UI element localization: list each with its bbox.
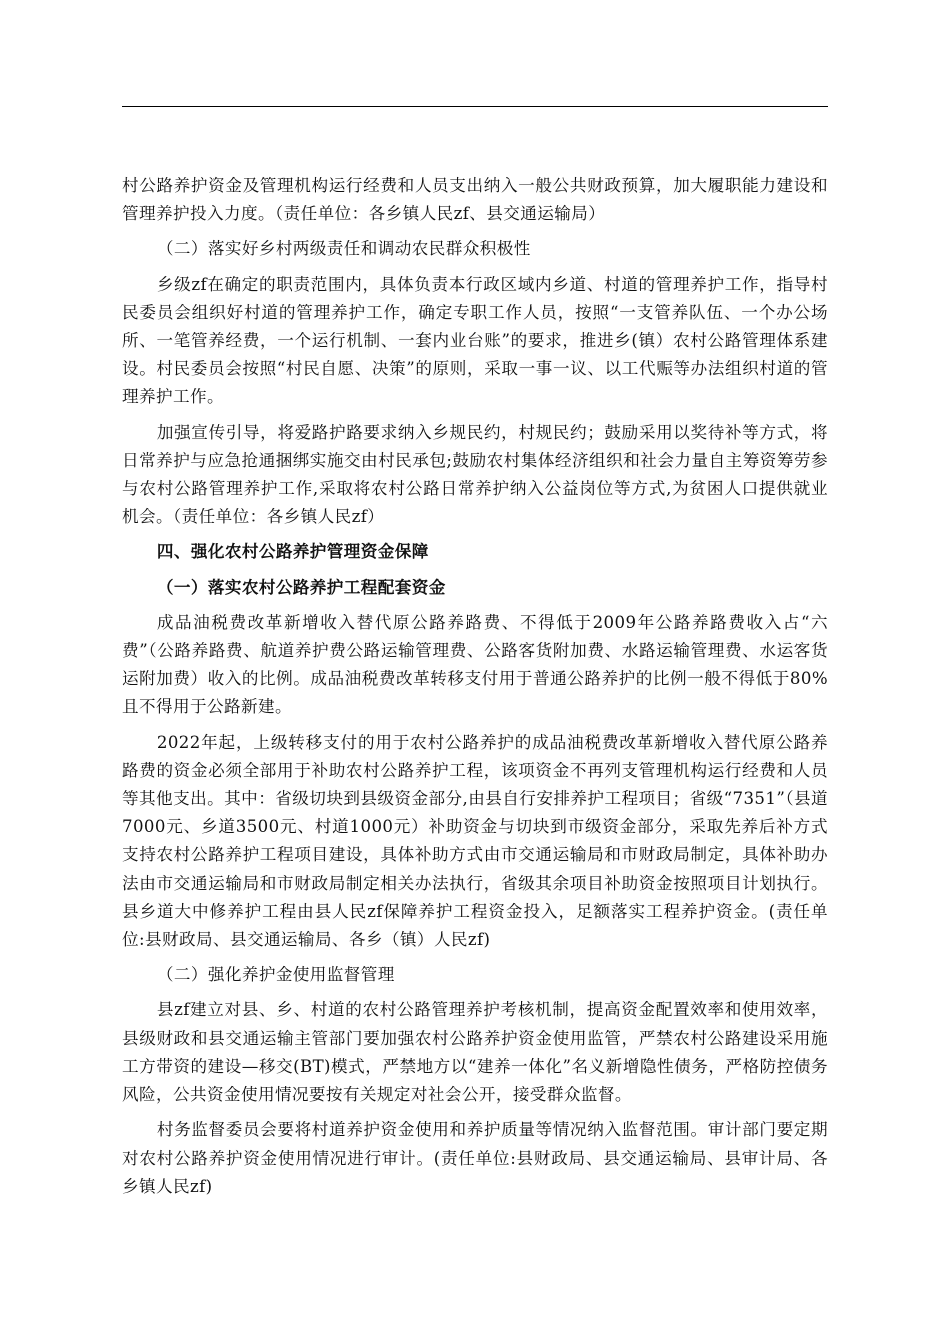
paragraph-continuation: 村公路养护资金及管理机构运行经费和人员支出纳入一般公共财政预算，加大履职能力建设和管理养护投入力度。（责任单位：各乡镇人民zf、县交通运输局） bbox=[122, 176, 828, 224]
paragraph-publicity: 加强宣传引导，将爱路护路要求纳入乡规民约，村规民约；鼓励采用以奖待补等方式，将日常养护与应急抢通捆绑实施交由村民承包;鼓励农村集体经济组织和社会力量自主筹资筹劳参与农村公路管理养护工作,采取将农村公路日常养护纳入公益岗位等方式,为贫困人口提供就业机会。（责任单位：各乡镇人民zf） bbox=[122, 422, 828, 527]
section-heading-funding: 四、强化农村公路养护管理资金保障 bbox=[156, 542, 429, 562]
paragraph-2022-transfer: 2022年起，上级转移支付的用于农村公路养护的成品油税费改革新增收入替代原公路养路费的资金必须全部用于补助农村公路养护工程，该项资金不再列支管理机构运行经费和人员等其他支出。其中：省级切块到县级资金部分,由县自行安排养护工程项目；省级“7351”（县道7000元、乡道3500元、村道1000元）补助资金与切块到市级资金部分，采取先养后补方式支持农村公路养护工程项目建设，具体补助方式由市交通运输局和市财政局制定，具体补助办法由市交通运输局和市财政局制定相关办法执行，省级其余项目补助资金按照项目计划执行。县乡道大中修养护工程由县人民zf保障养护工程资金投入，足额落实工程养护资金。(责任单位:县财政局、县交通运输局、各乡（镇）人民zf) bbox=[122, 732, 828, 950]
header-rule bbox=[122, 106, 828, 107]
subheading-supervision: （二）强化养护金使用监督管理 bbox=[156, 965, 395, 985]
subheading-matching-funds: （一）落实农村公路养护工程配套资金 bbox=[156, 577, 446, 597]
document-body bbox=[122, 172, 828, 1208]
paragraph-assessment: 县zf建立对县、乡、村道的农村公路管理养护考核机制，提高资金配置效率和使用效率，县级财政和县交通运输主管部门要加强农村公路养护资金使用监管，严禁农村公路建设采用施工方带资的建设—移交(BT)模式，严禁地方以“建养一体化”名义新增隐性债务，严格防控债务风险，公共资金使用情况要按有关规定对社会公开，接受群众监督。 bbox=[122, 1000, 828, 1105]
paragraph-audit: 村务监督委员会要将村道养护资金使用和养护质量等情况纳入监督范围。审计部门要定期对农村公路养护资金使用情况进行审计。(责任单位:县财政局、县交通运输局、县审计局、各乡镇人民zf) bbox=[122, 1120, 828, 1196]
paragraph-township-duties: 乡级zf在确定的职责范围内，具体负责本行政区域内乡道、村道的管理养护工作，指导村民委员会组织好村道的管理养护工作，确定专职工作人员，按照“一支管养队伍、一个办公场所、一笔管养经费，一个运行机制、一套内业台账”的要求，推进乡(镇）农村公路管理体系建设。村民委员会按照“村民自愿、决策”的原则，采取一事一议、以工代赈等办法组织村道的管理养护工作。 bbox=[122, 274, 828, 407]
paragraph-fuel-tax: 成品油税费改革新增收入替代原公路养路费、不得低于2009年公路养路费收入占“六费”（公路养路费、航道养护费公路运输管理费、公路客货附加费、水路运输管理费、水运客货运附加费）收入的比例。成品油税费改革转移支付用于普通公路养护的比例一般不得低于80%且不得用于公路新建。 bbox=[122, 612, 828, 717]
subheading-rural-responsibility: （二）落实好乡村两级责任和调动农民群众积极性 bbox=[156, 239, 531, 259]
